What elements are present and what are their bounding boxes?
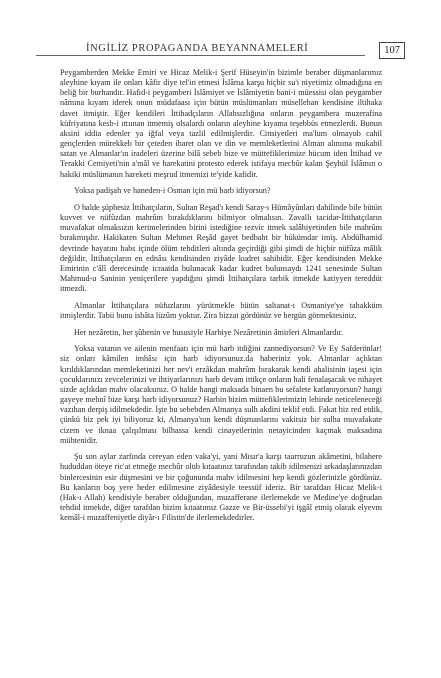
paragraph: Yoksa padişah ve haneden-i Osman için mü harb idiyorsun? — [74, 186, 271, 196]
page-header — [36, 42, 405, 62]
paragraph: Yoksa vatanın ve ailenin menfaatı için mü harb itdiğini zannediyorsun? Ve Ey Safderönlar! siz onları kâmilen imhâsı için harb idiyorsunuz.da haberiniz yok. Almanlar açlıktan kırıldıklarından memleketinizi her nev'i erzâkdan mahrûm bırakarak kendi ahalisinin iaşesi için çocuklarınızı zevcelerinizi ve ihtiyarlarınızı harb devam ittikçe onların hali fenalaşacak ve nihayet sizde açlıkdan mahv olacaksınız. O halde hangi maksada binaen bu sefalete katlanıyorsun? hangi gayeye mebnî bize karşı harb idiyorsunuz? Harbin bizim müttefiklerimizin lehinde neticeleneceği vazıhan derpiş idilmekdedir. İşte bu sebebden Almanya sulh akdini teklif etdi. Fakat biz red etdik, çünkü biz pek iyi biliyoruz ki, Almanya'nın kendi düşmanlarını vakitsiz bir sulha muvafakate cizem ve iknaa çalışılması bilhassa kendi cinayetlerinin netayicinden kaçmak maksadına mübtenidir. — [60, 344, 382, 445]
paragraph: Şu son aylar zarfında cereyan eden vaka'yi, yani Mısır'a karşı taarruzun akâmetini, bilahere hududdan öteye ric'at etmeğe mecbûr olub kıtaatınız tarafından takib idilmenizi arkadaşlarınızdan binlercesinin esir düşmesini ve bir çoğununda mahv idilmesini hep kendi gözlerinizle gördünüz. Bu kanların boş yere heder edilmesine ziyâdesiyle teessüf ideriz. Bir tarafdan Hicaz Melik-i (Hak-ı Allah) kendisiyle beraber olduğundan, muzafferane ilerlemekde ve Medine'ye doğrudan tehdid itmekde, diğer tarafdan bizim kıtaatımız Gazze ve Bir-üssebi'yi işgâl etmiş olarak elyevm kemâl-i muzaffeniyetle diyâr-ı Filistin'de ilerlemekdedirler. — [60, 452, 382, 523]
header-rule — [36, 55, 365, 56]
running-title: İNGİLİZ PROPAGANDA BEYANNAMELERİ — [86, 43, 309, 54]
paragraph: Her nezâretin, her şûbenin ve hususiyle Harbiye Nezâretinin âmirleri Almanlardır. — [74, 327, 343, 337]
paragraph: Peygamberden Mekke Emiri ve Hicaz Melik-i Şerif Hüseyin'in bizimle beraber düşmanlarımız aleyhine kıyam ile onları kâfir diye tel'in etmesi İslâma karşu hiçbir su'i niyetimiz olmadığına en beliğ bir burhandır. Hafid-i peygamberi İslâmiyet ve İslâmiyetin bani-i müessisi olan peygamber nâmına kıyam iderek onun müdafaası için bütün müslümanları müsellehan kendisine iltihaka davet itmiştir. Eğer kendileri İttihadçıların Allahsızlığına onların peygambera muzerafina küfriyatına kesb-i ıttıınan itmemiş olsalardı onların aleyhine kıyama teşebbüs etmezlerdi. Bunun aksini iddia edenler ya iğfal veya tazlil edilmişlerdir. Cinsiyetleri ma'lum olmayub cahil gençlerden mürekkeb bir çeteden ibaret olan ve din ve memleketlerini Alman alınıına mukabil satan ve Almanlar'ın iradeleri üzerine bilâ sebeb bize ve müttefiklerimize hücum iden İttihad ve Terakki Cemiyeti'nin a'mâl ve harekatini protesto ederek istifaya mecbûr kalan Şeyhül İslâmın o hakiki müslümanın hareketi meşrud itmemizi te'yide kafidir. — [60, 68, 382, 179]
page-number: 107 — [379, 42, 405, 59]
paragraph: O halde şüphesiz İttihatçıların, Sultan Reşad'ı kendi Saray-ı Hümâyûnları dahilinde bile bütün kuvvet ve nüfûzdan mahrûm bırakdıklarını bilmiyor olmalısın. Zavallı tacidar-İttihatçıların muvafakat olmaksızın kerimelerinden birini istediğine tezvic itmek salâhiyetinden bile mahrûm bırakmışdır. Hakikaten Sultan Mehmet Reşâd gayet bedbaht bir hükümdar imiş. Abdülhamid devrinde hayatını habs içinde ölüm tehditleri altında geçirdiği gibi şimdi de hiçbir nüfûza mâlik değildir, İttihatçıların en ednâsı kendisinden ziyâde kudret sahibidir. Eğer kendisinden Mekke Emirinin c'âlî derecesinde icraatda bulunacak kadar kudret bulunsaydı 1241 senesinde Sultan Mahmud-u Saninin yeniçerilere yapdığını şimdi İttihatçılara tarbik itmekde katiyyen tereddüt itmezdi. — [60, 202, 382, 294]
body-text — [60, 68, 382, 530]
paragraph: Almanlar İttihatçılara nüfuzlarını yürütmekle bütün saltanat-ı Osmaniye'ye tahakküm itmişlerdir. Tabii bunu isbâta lüzûm yoktur. Zira bizzat gördünüz ve hergün görmektesiniz. — [60, 300, 382, 320]
